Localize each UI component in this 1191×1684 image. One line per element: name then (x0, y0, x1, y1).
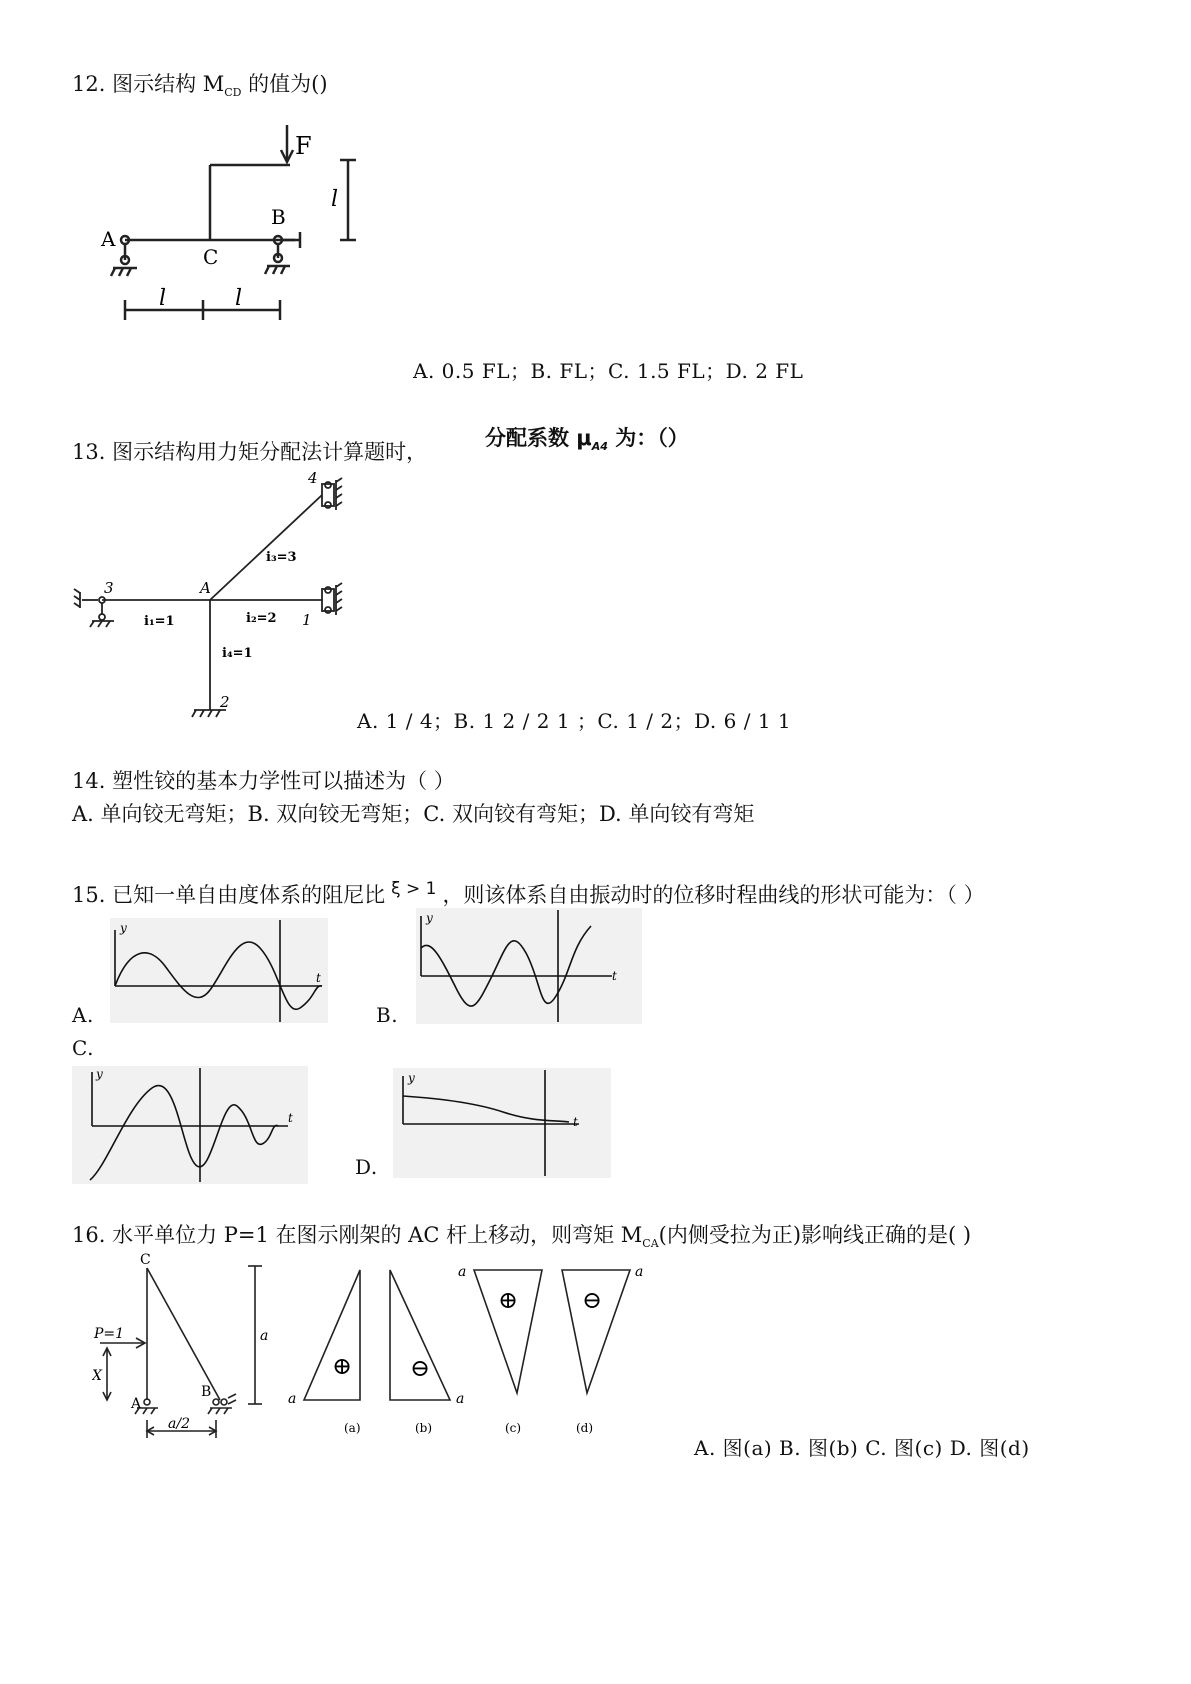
q15-label-b: B. (376, 1003, 399, 1027)
q14-options: A. 单向铰无弯矩；B. 双向铰无弯矩；C. 双向铰有弯矩；D. 单向铰有弯矩 (72, 802, 755, 826)
q16-label-x: X (92, 1368, 102, 1384)
q13-figure (70, 465, 370, 730)
q12-question (72, 68, 328, 99)
q12-text: 12. 图示结构 M (72, 72, 225, 96)
q16-figure (92, 1248, 692, 1448)
q13-node-a: A (200, 579, 211, 597)
q12-label-b: B (271, 205, 286, 229)
q13-mu-sub: A4 (591, 440, 608, 453)
q16-sub-label-c: (c) (505, 1421, 522, 1435)
q13-options: A. 1 / 4；B. 1 2 / 2 1 ；C. 1 / 2；D. 6 / 1 1 (357, 709, 792, 733)
q12-label-l-1: l (159, 286, 167, 311)
q13-mu-after: 为：（） (607, 426, 689, 450)
q15-plot-d-axis-y: y (408, 1071, 415, 1085)
q16-label-p: P=1 (94, 1326, 125, 1342)
q13-stiffness-i1: i₁=1 (144, 614, 175, 629)
q13-node-3: 3 (104, 579, 114, 597)
q13-stiffness-i4: i₄=1 (222, 646, 253, 661)
q15-label-d: D. (355, 1155, 378, 1179)
q15-plot-c-axis-t: t (288, 1111, 293, 1125)
q12-figure (95, 120, 395, 350)
q12-label-l-vert: l (331, 187, 339, 212)
q13-question-image-text (485, 422, 689, 453)
q13-stiffness-i3: i₃=3 (266, 550, 297, 565)
q16-question (72, 1219, 971, 1250)
q13-stiffness-i2: i₂=2 (246, 611, 277, 626)
q15-question (72, 879, 985, 909)
q13-node-2: 2 (220, 693, 230, 711)
q16-fig-d-minus-icon: ⊖ (582, 1286, 603, 1314)
q15-text-after: ，则该体系自由振动时的位移时程曲线的形状可能为：（ ） (442, 883, 985, 907)
q15-plot-a (110, 918, 328, 1023)
q13-question: 13. 图示结构用力矩分配法计算题时， (72, 440, 428, 464)
q16-text-after: (内侧受拉为正)影响线正确的是( ) (658, 1223, 972, 1247)
q16-label-b: B (201, 1384, 212, 1400)
q15-damping-ratio: ξ > 1 (391, 879, 437, 899)
q12-label-a: A (101, 227, 116, 251)
q15-plot-b-axis-y: y (426, 911, 433, 925)
q16-fig-a-value: a (288, 1391, 297, 1407)
q15-label-a: A. (72, 1003, 94, 1027)
q13-mu-text: 分配系数 μ (485, 426, 592, 450)
q15-plot-d (393, 1068, 611, 1178)
q12-label-l-2: l (235, 286, 243, 311)
q15-plot-a-axis-y: y (120, 921, 127, 935)
q12-subscript: CD (224, 86, 242, 99)
q15-plot-a-axis-t: t (316, 971, 321, 985)
q16-fig-c-value: a (458, 1264, 467, 1280)
q12-options: A. 0.5 FL；B. FL；C. 1.5 FL；D. 2 FL (413, 359, 804, 383)
q12-text-after: 的值为() (241, 72, 328, 96)
q16-fig-c-plus-icon: ⊕ (498, 1286, 519, 1314)
q16-sub-label-b: (b) (415, 1421, 433, 1435)
q15-text: 15. 已知一单自由度体系的阻尼比 (72, 883, 386, 907)
q13-node-1: 1 (302, 611, 312, 629)
q15-plot-d-axis-t: t (573, 1115, 578, 1129)
q13-node-4: 4 (308, 469, 318, 487)
q16-label-half-a: a/2 (168, 1416, 190, 1432)
q15-plot-b (416, 908, 642, 1024)
q16-sub-label-d: (d) (576, 1421, 594, 1435)
q15-plot-b-axis-t: t (612, 969, 617, 983)
q14-question: 14. 塑性铰的基本力学性可以描述为（ ） (72, 769, 455, 793)
q16-label-a: A (131, 1396, 142, 1412)
q16-subscript: CA (642, 1237, 659, 1250)
q16-fig-d-value: a (635, 1264, 644, 1280)
q16-fig-b-value: a (456, 1391, 465, 1407)
q15-plot-c-axis-y: y (96, 1067, 103, 1081)
q16-label-dim-a: a (260, 1328, 269, 1344)
q15-label-c: C. (72, 1036, 94, 1060)
q16-fig-b-minus-icon: ⊖ (410, 1354, 431, 1382)
q15-plot-c (72, 1066, 308, 1184)
q16-text: 16. 水平单位力 P=1 在图示刚架的 AC 杆上移动，则弯矩 M (72, 1223, 643, 1247)
q12-label-f: F (295, 132, 312, 160)
q16-options: A. 图(a) B. 图(b) C. 图(c) D. 图(d) (694, 1436, 1030, 1460)
q16-sub-label-a: (a) (344, 1421, 361, 1435)
q16-fig-a-plus-icon: ⊕ (332, 1352, 353, 1380)
q12-label-c: C (203, 245, 219, 269)
q16-label-c: C (140, 1252, 151, 1268)
